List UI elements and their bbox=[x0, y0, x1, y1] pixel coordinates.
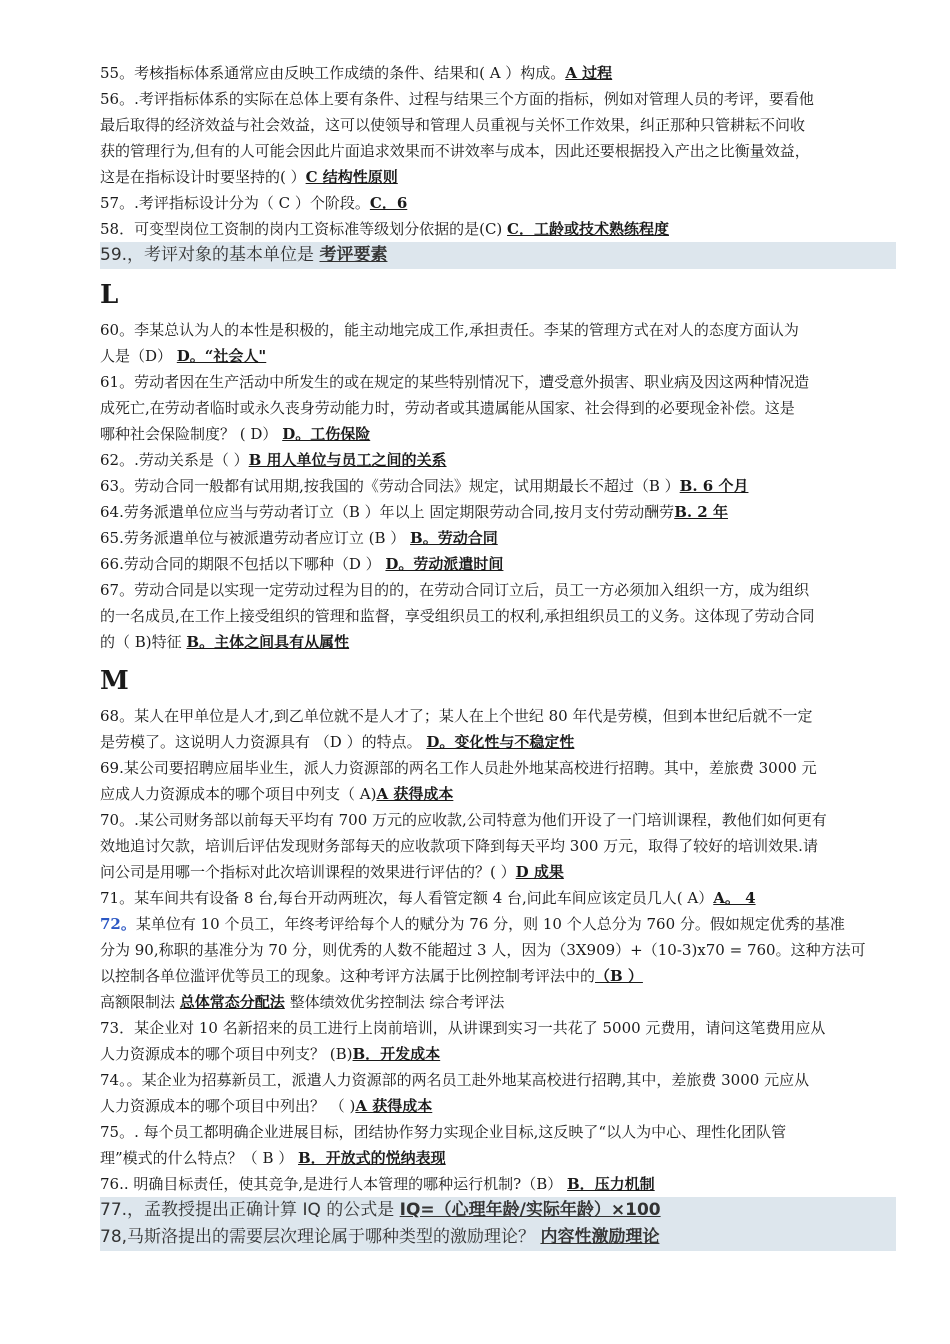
question-63: 63。劳动合同一般都有试用期,按我国的《劳动合同法》规定，试用期最长不超过（B ）B. 6 个月 bbox=[100, 477, 749, 495]
question-70-line-3: 问公司是用哪一个指标对此次培训课程的效果进行评估的？( ）D 成果 bbox=[100, 863, 564, 881]
question-74-line-1: 74。。某企业为招募新员工，派遣人力资源部的两名员工赴外地某高校进行招聘,其中，差旅费 3000 元应从 bbox=[100, 1071, 810, 1089]
question-78: 78,马斯洛提出的需要层次理论属于哪种类型的激励理论？ 内容性激励理论 bbox=[100, 1224, 896, 1251]
question-60-line-1: 60。李某总认为人的本性是积极的，能主动地完成工作,承担责任。李某的管理方式在对人的态度方面认为 bbox=[100, 321, 799, 339]
question-74-line-2: 人力资源成本的哪个项目中列出？ （ )A 获得成本 bbox=[100, 1097, 433, 1115]
question-65: 65.劳务派遣单位与被派遣劳动者应订立 (B ） B。劳动合同 bbox=[100, 529, 498, 547]
question-70-line-1: 70。.某公司财务部以前每天平均有 700 万元的应收款,公司特意为他们开设了一门培训课程，教他们如何更有 bbox=[100, 811, 827, 829]
question-72-line-3: 以控制各单位滥评优等员工的现象。这种考评方法属于比例控制考评法中的（B ） bbox=[100, 967, 643, 985]
section-letter-m: M bbox=[100, 666, 129, 696]
question-56-line-3: 获的管理行为,但有的人可能会因此片面追求效果而不讲效率与成本，因此还要根据投入产出之比衡量效益， bbox=[100, 142, 810, 160]
question-70-line-2: 效地追讨欠款，培训后评估发现财务部每天的应收款项下降到每天平均 300 万元，取得了较好的培训效果.请 bbox=[100, 837, 818, 855]
question-75-line-2: 理”模式的什么特点？（ B ） B．开放式的悦纳表现 bbox=[100, 1149, 446, 1167]
question-56-line-2: 最后取得的经济效益与社会效益，这可以使领导和管理人员重视与关怀工作效果，纠正那种只管耕耘不问收 bbox=[100, 116, 806, 134]
question-67-line-1: 67。劳动合同是以实现一定劳动过程为目的的，在劳动合同订立后，员工一方必须加入组织一方，成为组织 bbox=[100, 581, 810, 599]
section-letter-l: L bbox=[100, 280, 119, 310]
question-66: 66.劳动合同的期限不包括以下哪种（D ） D。劳动派遣时间 bbox=[100, 555, 504, 573]
question-56-line-4: 这是在指标设计时要坚持的( ）C 结构性原则 bbox=[100, 168, 398, 186]
question-67-line-3: 的（ B)特征 B。主体之间具有从属性 bbox=[100, 633, 350, 651]
question-69-line-2: 应成人力资源成本的哪个项目中列支（ A)A 获得成本 bbox=[100, 785, 454, 803]
question-55: 55。考核指标体系通常应由反映工作成绩的条件、结果和( A ）构成。A 过程 bbox=[100, 64, 613, 82]
question-76: 76.. 明确目标责任，使其竞争,是进行人本管理的哪种运行机制?（B） B．压力机制 bbox=[100, 1175, 655, 1193]
question-61-line-2: 成死亡,在劳动者临时或永久丧身劳动能力时，劳动者或其遗属能从国家、社会得到的必要现金补偿。这是 bbox=[100, 399, 795, 417]
question-57: 57。.考评指标设计分为（ C ）个阶段。C．6 bbox=[100, 194, 408, 212]
question-58: 58．可变型岗位工资制的岗内工资标准等级划分依据的是(C) C．工龄或技术熟练程度 bbox=[100, 220, 669, 238]
question-75-line-1: 75。. 每个员工都明确企业进展目标，团结协作努力实现企业目标,这反映了“以人为中心、理性化团队管 bbox=[100, 1123, 787, 1141]
question-69-line-1: 69.某公司要招聘应届毕业生，派人力资源部的两名工作人员赴外地某高校进行招聘。其中，差旅费 3000 元 bbox=[100, 759, 817, 777]
question-71: 71。某车间共有设备 8 台,每台开动两班次，每人看管定额 4 台,问此车间应该定员几人( A）A。 4 bbox=[100, 889, 756, 907]
question-68-line-1: 68。某人在甲单位是人才,到乙单位就不是人才了；某人在上个世纪 80 年代是劳模，但到本世纪后就不一定 bbox=[100, 707, 813, 725]
question-72-line-1: 72。某单位有 10 个员工，年终考评给每个人的赋分为 76 分，则 10 个人总分为 760 分。假如规定优秀的基准 bbox=[100, 915, 845, 933]
question-73-line-1: 73．某企业对 10 名新招来的员工进行上岗前培训，从讲课到实习一共花了 5000 元费用，请问这笔费用应从 bbox=[100, 1019, 826, 1037]
question-73-line-2: 人力资源成本的哪个项目中列支？ (B)B．开发成本 bbox=[100, 1045, 441, 1063]
question-72-options: 高额限制法 总体常态分配法 整体绩效优劣控制法 综合考评法 bbox=[100, 993, 505, 1011]
question-77: 77.，孟教授提出正确计算 IQ 的公式是 IQ=（心理年龄/实际年龄）×100 bbox=[100, 1197, 896, 1224]
document-content bbox=[100, 60, 896, 1251]
question-59: 59.，考评对象的基本单位是 考评要素 bbox=[100, 242, 896, 269]
question-62: 62。.劳动关系是（ ）B 用人单位与员工之间的关系 bbox=[100, 451, 447, 469]
question-67-line-2: 的一名成员,在工作上接受组织的管理和监督，享受组织员工的权利,承担组织员工的义务。这体现了劳动合同 bbox=[100, 607, 815, 625]
question-64: 64.劳务派遣单位应当与劳动者订立（B ）年以上 固定期限劳动合同,按月支付劳动酬劳B. 2 年 bbox=[100, 503, 728, 521]
question-56-line-1: 56。.考评指标体系的实际在总体上要有条件、过程与结果三个方面的指标，例如对管理人员的考评，要看他 bbox=[100, 90, 814, 108]
question-61-line-3: 哪种社会保险制度？ ( D） D。工伤保险 bbox=[100, 425, 371, 443]
question-61-line-1: 61。劳动者因在生产活动中所发生的或在规定的某些特别情况下，遭受意外损害、职业病及因这两种情况造 bbox=[100, 373, 810, 391]
question-72-line-2: 分为 90,称职的基准分为 70 分，则优秀的人数不能超过 3 人，因为（3X909）+（10-3)x70 = 760。这种方法可 bbox=[100, 941, 866, 959]
question-68-line-2: 是劳模了。这说明人力资源具有 （D ）的特点。 D。变化性与不稳定性 bbox=[100, 733, 575, 751]
question-60-line-2: 人是（D） D。“社会人" bbox=[100, 347, 267, 365]
